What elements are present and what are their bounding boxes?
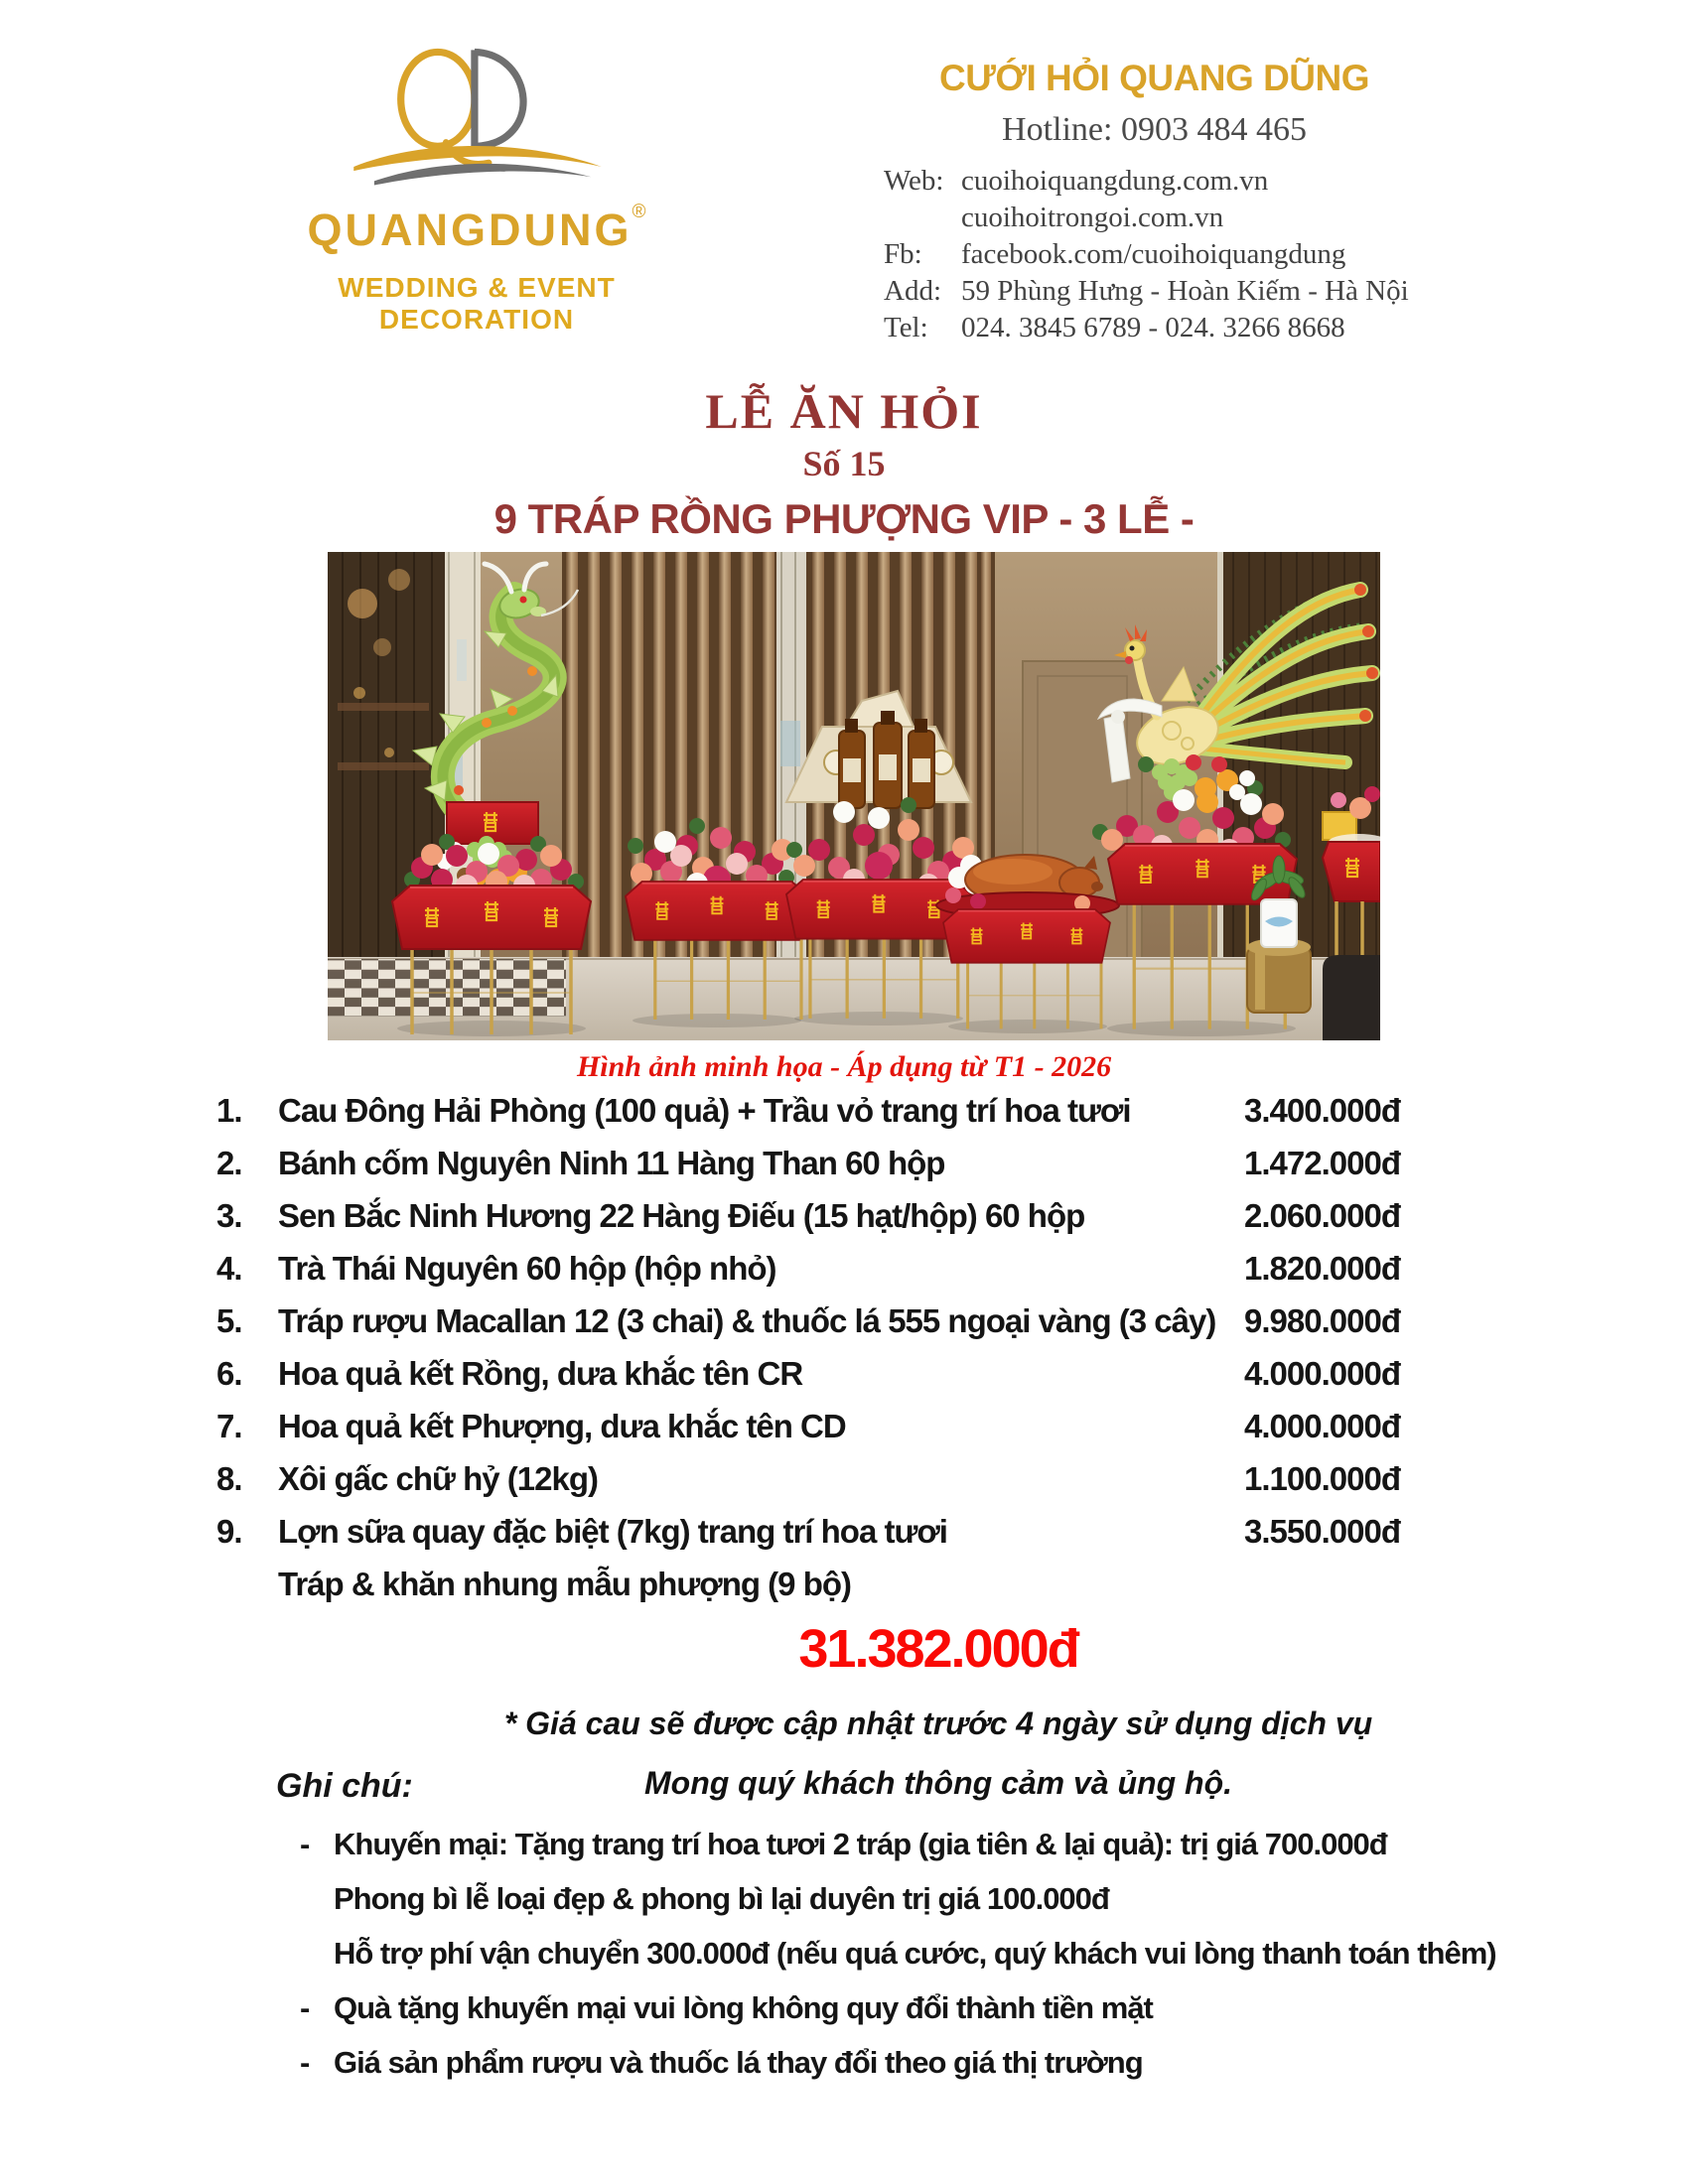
contact-row-web: Web: cuoihoiquangdung.com.vn: [884, 165, 1269, 197]
list-item: 1. Cau Đông Hải Phòng (100 quả) + Trầu vỏ trang trí hoa tươi 3.400.000đ: [216, 1092, 1400, 1129]
package-number: Số 15: [802, 444, 886, 483]
qd-monogram-icon: [323, 38, 631, 202]
armchair: [1323, 955, 1380, 1040]
total-price: 31.382.000đ: [798, 1619, 1078, 1679]
list-item: 5. Tráp rượu Macallan 12 (3 chai) & thuốc lá 555 ngoại vàng (3 cây) 9.980.000đ: [216, 1302, 1400, 1339]
whisky-bottles: [839, 711, 934, 808]
price-list: [216, 1092, 1400, 1618]
list-item: Tráp & khăn nhung mẫu phượng (9 bộ): [278, 1566, 851, 1602]
list-item: 3. Sen Bắc Ninh Hương 22 Hàng Điếu (15 hạt/hộp) 60 hộp 2.060.000đ: [216, 1197, 1400, 1234]
page-title: LỄ ĂN HỎI: [705, 383, 983, 439]
list-item: 7. Hoa quả kết Phượng, dưa khắc tên CD 4.000.000đ: [216, 1408, 1400, 1444]
list-item: 2. Bánh cốm Nguyên Ninh 11 Hàng Than 60 hộp 1.472.000đ: [216, 1145, 1400, 1181]
photo-caption: Hình ảnh minh họa - Áp dụng từ T1 - 2026: [576, 1050, 1112, 1083]
registered-mark: ®: [632, 202, 646, 222]
note-line: - Giá sản phẩm rượu và thuốc lá thay đổi theo giá thị trường: [300, 2045, 1143, 2080]
item-price: 1.100.000đ: [1244, 1460, 1400, 1497]
contact-row-address: Add: 59 Phùng Hưng - Hoàn Kiếm - Hà Nội: [884, 275, 1409, 307]
item-price: 3.550.000đ: [1244, 1513, 1400, 1550]
company-name: CƯỚI HỎI QUANG DŨNG: [938, 58, 1370, 98]
item-price: 3.400.000đ: [1244, 1092, 1400, 1129]
list-item: 6. Hoa quả kết Rồng, dưa khắc tên CR 4.000.000đ: [216, 1355, 1400, 1392]
disclaimer-line-1: * Giá cau sẽ được cập nhật trước 4 ngày sử dụng dịch vụ: [503, 1706, 1373, 1741]
contact-row-web2: cuoihoitrongoi.com.vn: [961, 202, 1224, 233]
title-block: [0, 383, 1688, 544]
contact-row-tel: Tel: 024. 3845 6789 - 024. 3266 8668: [884, 312, 1345, 343]
note-line: - Quà tặng khuyến mại vui lòng không quy đổi thành tiền mặt: [300, 1990, 1153, 2025]
note-line: - Khuyến mại: Tặng trang trí hoa tươi 2 tráp (gia tiên & lại quả): trị giá 700.000đ: [300, 1827, 1387, 1861]
item-price: 1.820.000đ: [1244, 1250, 1400, 1287]
notes-section: [276, 1765, 1567, 2090]
item-price: 4.000.000đ: [1244, 1355, 1400, 1392]
notes-heading: Ghi chú:: [276, 1767, 413, 1805]
list-item: 8. Xôi gấc chữ hỷ (12kg) 1.100.000đ: [216, 1460, 1400, 1497]
contact-rows: [884, 163, 1425, 346]
brand-tagline: WEDDING & EVENT DECORATION: [338, 272, 616, 335]
contact-row-fb: Fb: facebook.com/cuoihoiquangdung: [884, 238, 1346, 270]
list-item: 4. Trà Thái Nguyên 60 hộp (hộp nhỏ) 1.820.000đ: [216, 1250, 1400, 1287]
item-price: 9.980.000đ: [1244, 1302, 1400, 1339]
note-line: Phong bì lễ loại đẹp & phong bì lại duyên trị giá 100.000đ: [334, 1881, 1109, 1916]
note-line: Hỗ trợ phí vận chuyển 300.000đ (nếu quá cước, quý khách vui lòng thanh toán thêm): [334, 1936, 1496, 1971]
item-price: 4.000.000đ: [1244, 1408, 1400, 1444]
lobby-scene: [328, 552, 1380, 1040]
list-item: 9. Lợn sữa quay đặc biệt (7kg) trang trí hoa tươi 3.550.000đ: [216, 1513, 1400, 1550]
product-photo: [328, 552, 1380, 1040]
logo: [253, 38, 700, 336]
disclaimer-line-2: Mong quý khách thông cảm và ủng hộ.: [643, 1765, 1232, 1801]
brand-name: QUANGDUNG®: [307, 202, 646, 255]
hotline: Hotline: 0903 484 465: [1002, 111, 1307, 148]
item-price: 1.472.000đ: [1244, 1145, 1400, 1181]
contact-info: [884, 58, 1425, 346]
item-price: 2.060.000đ: [1244, 1197, 1400, 1234]
package-subtitle: 9 TRÁP RỒNG PHƯỢNG VIP - 3 LỄ -: [493, 495, 1195, 542]
